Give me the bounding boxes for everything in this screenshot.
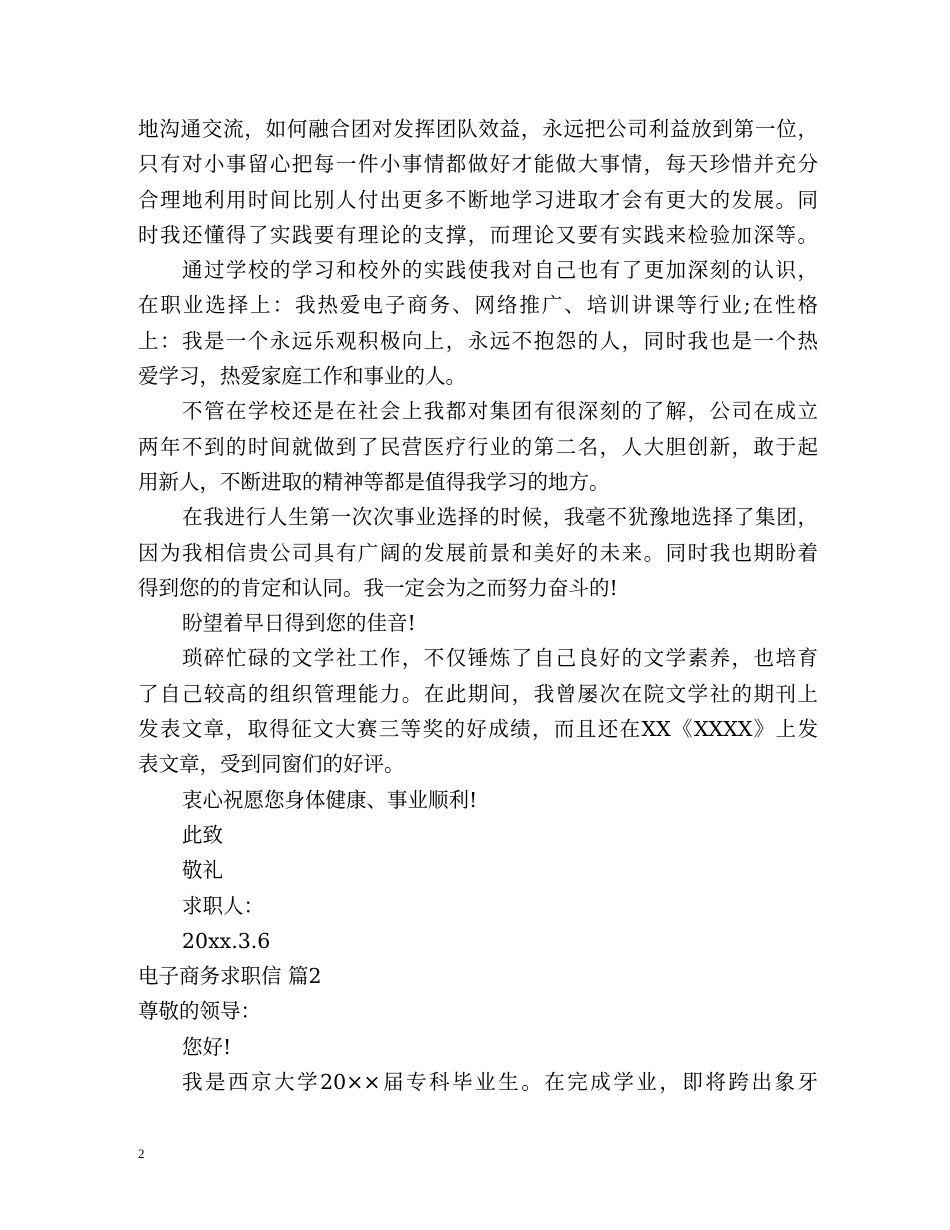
text-line: 琐碎忙碌的文学社工作，不仅锤炼了自己良好的文学素养，也培育 <box>182 646 818 671</box>
text-line: 用新人，不断进取的精神等都是值得我学习的地方。 <box>138 469 610 494</box>
text-line: 爱学习，热爱家庭工作和事业的人。 <box>138 364 466 389</box>
text-line: 了自己较高的组织管理能力。在此期间，我曾屡次在院文学社的期刊上 <box>138 681 818 706</box>
text-line: 在我进行人生第一次次事业选择的时候，我毫不犹豫地选择了集团， <box>182 505 818 530</box>
text-line: 时我还懂得了实践要有理论的支撑，而理论又要有实践来检验加深等。 <box>138 222 818 247</box>
text-line: 两年不到的时间就做到了民营医疗行业的第二名，人大胆创新，敢于起 <box>138 434 818 459</box>
text-line: 合理地利用时间比别人付出更多不断地学习进取才会有更大的发展。同 <box>138 187 818 212</box>
text-line: 通过学校的学习和校外的实践使我对自己也有了更加深刻的认识， <box>182 258 818 283</box>
text-line: 表文章，受到同窗们的好评。 <box>138 752 405 777</box>
text-line: 盼望着早日得到您的佳音! <box>182 611 416 636</box>
text-line: 您好! <box>182 1034 232 1059</box>
text-line: 地沟通交流，如何融合团对发挥团队效益，永远把公司利益放到第一位， <box>138 117 818 141</box>
text-line: 发表文章，取得征文大赛三等奖的好成绩，而且还在XX《XXXX》上发 <box>138 717 818 742</box>
document-body <box>138 112 818 1100</box>
text-line: 上：我是一个永远乐观积极向上，永远不抱怨的人，同时我也是一个热 <box>138 328 818 353</box>
text-line: 此致 <box>182 822 223 847</box>
text-line: 我是西京大学20××届专科毕业生。在完成学业，即将跨出象牙 <box>182 1070 818 1095</box>
text-line: 敬礼 <box>182 858 223 883</box>
text-line: 在职业选择上：我热爱电子商务、网络推广、培训讲课等行业;在性格 <box>138 293 818 318</box>
text-line: 衷心祝愿您身体健康、事业顺利! <box>182 787 478 812</box>
text-line: 求职人： <box>182 893 264 918</box>
text-line: 电子商务求职信 篇2 <box>138 964 322 989</box>
text-line: 不管在学校还是在社会上我都对集团有很深刻的了解，公司在成立 <box>182 399 818 424</box>
text-line: 得到您的的肯定和认同。我一定会为之而努力奋斗的! <box>138 575 618 600</box>
page-number: 2 <box>138 1146 145 1161</box>
text-line: 尊敬的领导： <box>138 999 261 1024</box>
text-line: 只有对小事留心把每一件小事情都做好才能做大事情，每天珍惜并充分 <box>138 152 818 177</box>
text-line: 因为我相信贵公司具有广阔的发展前景和美好的未来。同时我也期盼着 <box>138 540 818 565</box>
text-line: 20xx.3.6 <box>182 928 271 953</box>
